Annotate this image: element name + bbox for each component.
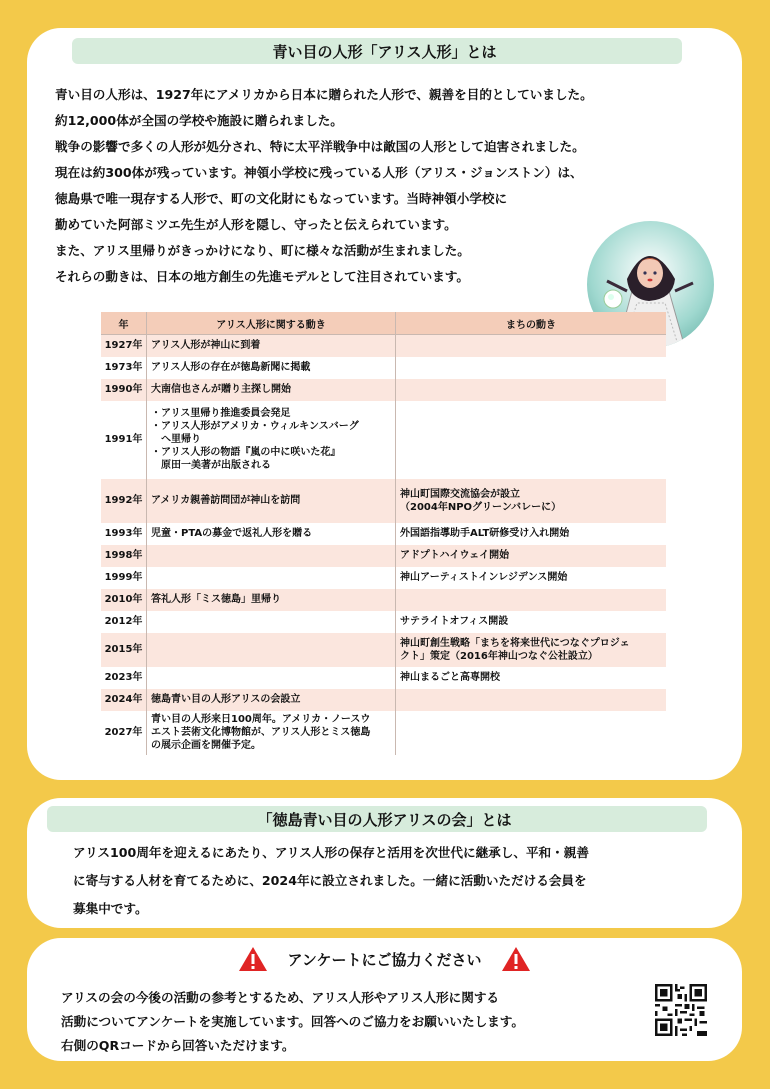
table-cell-alice: ・アリス里帰り推進委員会発足 ・アリス人形がアメリカ・ウィルキンスバーグ へ里帰り ・アリス人形の物語『嵐の中に咲いた花』 原田一美著が出版される [147,401,396,479]
table-cell-year: 1990年 [101,379,147,401]
table-cell-year: 2015年 [101,633,147,667]
table-row [101,335,666,357]
table-row [101,479,666,523]
table-cell-alice [147,611,396,633]
table-cell-year: 2027年 [101,711,147,755]
survey-paragraph [61,986,524,1058]
table-row [101,667,666,689]
table-cell-year: 1927年 [101,335,147,357]
table-header-row [101,312,666,335]
table-cell-town: 神山まるごと高専開校 [400,672,500,683]
intro-line: 徳島県で唯一現存する人形で、町の文化財にもなっています。当時神領小学校に [55,191,508,206]
table-row [101,357,666,379]
table-header-year: 年 [101,312,147,335]
association-line: 募集中です。 [73,901,148,916]
table-cell-alice: 答礼人形「ミス徳島」里帰り [147,589,396,611]
intro-paragraph [55,82,593,290]
table-cell-town [396,379,667,401]
table-cell-town: 外国語指導助手ALT研修受け入れ開始 [400,528,570,539]
qr-code-icon[interactable] [655,984,707,1036]
survey-title: アンケートにご協力ください [287,950,482,969]
section-title-alice-doll: 青い目の人形「アリス人形」とは [272,43,497,61]
table-cell-alice [147,667,396,689]
table-cell-town [396,589,667,611]
table-cell-alice: アメリカ親善訪問団が神山を訪問 [147,479,396,523]
table-row [101,633,666,667]
association-line: アリス100周年を迎えるにあたり、アリス人形の保存と活用を次世代に継承し、平和・親善 [73,845,589,860]
table-cell-year: 1999年 [101,567,147,589]
intro-line: 戦争の影響で多くの人形が処分され、特に太平洋戦争中は敵国の人形として迫害されました。 [55,139,585,154]
table-header-alice: アリス人形に関する動き [147,312,396,335]
history-table [101,312,666,755]
survey-line: 右側のQRコードから回答いただけます。 [61,1038,295,1053]
table-cell-alice [147,545,396,567]
table-header-town: まちの動き [396,312,667,335]
table-cell-alice: 大南信也さんが贈り主探し開始 [147,379,396,401]
intro-line: それらの動きは、日本の地方創生の先進モデルとして注目されています。 [55,269,469,284]
table-cell-year: 2024年 [101,689,147,711]
intro-line: 青い目の人形は、1927年にアメリカから日本に贈られた人形で、親善を目的としていました。 [55,87,593,102]
table-cell-town: サテライトオフィス開設 [400,616,509,627]
table-cell-town: 神山町創生戦略「まちを将来世代につなぐプロジェ クト」策定（2016年神山つなぐ公社設立） [396,633,667,667]
table-cell-town: アドプトハイウェイ開始 [396,545,667,567]
table-cell-alice: 徳島青い目の人形アリスの会設立 [147,689,396,711]
about-alice-doll-card [27,28,742,780]
table-cell-alice [147,567,396,589]
intro-line: 約12,000体が全国の学校や施設に贈られました。 [55,113,343,128]
table-row [101,611,666,633]
table-row [101,545,666,567]
table-cell-year: 1973年 [101,357,147,379]
table-row [101,589,666,611]
table-cell-alice [147,633,396,667]
survey-card [27,938,742,1061]
survey-title-row [27,946,742,972]
table-cell-year: 1993年 [101,523,147,545]
alice-association-card [27,798,742,928]
survey-line: アリスの会の今後の活動の参考とするため、アリス人形やアリス人形に関する [61,990,500,1005]
association-paragraph [73,839,589,923]
table-row [101,523,666,545]
warning-icon [501,946,531,972]
table-cell-town [396,711,667,755]
table-cell-year: 1998年 [101,545,147,567]
table-cell-year: 2012年 [101,611,147,633]
association-line: に寄与する人材を育てるために、2024年に設立されました。一緒に活動いただける会員を [73,873,587,888]
warning-icon [238,946,268,972]
table-cell-town: 神山町国際交流協会が設立 （2004年NPOグリーンバレーに） [396,479,667,523]
table-cell-town [396,689,667,711]
table-cell-alice: アリス人形の存在が徳島新聞に掲載 [147,357,396,379]
table-row [101,379,666,401]
table-cell-town [396,357,667,379]
table-cell-year: 2023年 [101,667,147,689]
intro-line: 現在は約300体が残っています。神領小学校に残っている人形（アリス・ジョンストン）は、 [55,165,583,180]
table-row [101,711,666,755]
intro-line: 勤めていた阿部ミツエ先生が人形を隠し、守ったと伝えられています。 [55,217,457,232]
table-cell-town [396,401,667,479]
table-row [101,689,666,711]
table-cell-year: 1991年 [101,401,147,479]
table-cell-year: 1992年 [101,479,147,523]
table-cell-town: 神山アーティストインレジデンス開始 [400,572,568,583]
intro-line: また、アリス里帰りがきっかけになり、町に様々な活動が生まれました。 [55,243,470,258]
table-cell-alice: アリス人形が神山に到着 [147,335,396,357]
survey-line: 活動についてアンケートを実施しています。回答へのご協力をお願いいたします。 [61,1014,524,1029]
table-cell-alice: 児童・PTAの募金で返礼人形を贈る [147,523,396,545]
section-title-association: 「徳島青い目の人形アリスの会」とは [257,811,512,829]
table-row [101,401,666,479]
table-body [101,335,666,755]
table-cell-town [396,335,667,357]
table-cell-year: 2010年 [101,589,147,611]
table-row [101,567,666,589]
table-cell-alice: 青い目の人形来日100周年。アメリカ・ノースウ エスト芸術文化博物館が、アリス人形とミス徳島 の展示企画を開催予定。 [147,711,396,755]
